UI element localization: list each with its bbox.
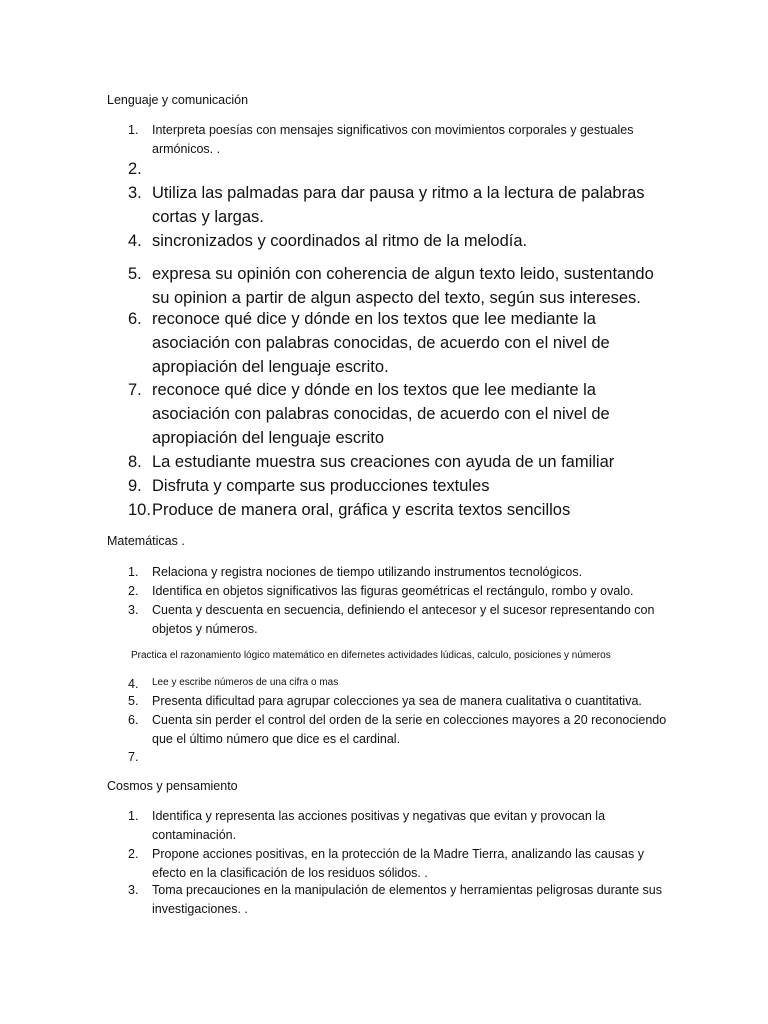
item-text: Produce de manera oral, gráfica y escrita textos sencillos [152, 501, 571, 519]
item-number: 5. [128, 265, 142, 283]
list-item [128, 845, 668, 883]
item-text: Cuenta sin perder el control del orden de la serie en colecciones mayores a 20 reconociendo que el último número que dice es el cardinal. [152, 713, 667, 746]
item-number: 3. [128, 883, 139, 897]
item-number: 2. [128, 847, 139, 861]
item-text: reconoce qué dice y dónde en los textos que lee mediante la asociación con palabras conocidas, de acuerdo con el nivel de apropiación del lenguaje escrito. [152, 310, 610, 376]
list-item [128, 378, 668, 450]
item-text: Disfruta y comparte sus producciones textules [152, 477, 490, 495]
list-item [128, 262, 668, 310]
item-text: Toma precauciones en la manipulación de elementos y herramientas peligrosas durante sus investigaciones. . [152, 883, 663, 916]
item-number: 6. [128, 713, 139, 727]
item-number: 2. [128, 160, 142, 178]
item-text: Relaciona y registra nociones de tiempo utilizando instrumentos tecnológicos. [152, 565, 583, 579]
list-item [128, 181, 668, 229]
item-number: 1. [128, 565, 139, 579]
item-number: 9. [128, 477, 142, 495]
item-number: 2. [128, 584, 139, 598]
list-item [128, 582, 668, 601]
item-text: Identifica en objetos significativos las figuras geométricas el rectángulo, rombo y ovalo. [152, 584, 634, 598]
list-item [128, 601, 668, 639]
item-number: 6. [128, 310, 142, 328]
item-number: 5. [128, 694, 139, 708]
item-text: Cuenta y descuenta en secuencia, definiendo el antecesor y el sucesor representando con objetos y números. [152, 603, 655, 636]
item-text: sincronizados y coordinados al ritmo de la melodía. [152, 232, 528, 250]
item-number: 1. [128, 123, 139, 137]
item-text: Identifica y representa las acciones positivas y negativas que evitan y provocan la contaminación. [152, 809, 606, 842]
list-item [128, 307, 668, 379]
practice-note: Practica el razonamiento lógico matemático en difernetes actividades lúdicas, calculo, posiciones y números [131, 650, 611, 661]
list-item [128, 563, 668, 582]
item-number: 3. [128, 603, 139, 617]
list-item [128, 881, 668, 919]
item-number: 1. [128, 809, 139, 823]
item-text: reconoce qué dice y dónde en los textos que lee mediante la asociación con palabras conocidas, de acuerdo con el nivel de apropiación del lenguaje escrito [152, 381, 610, 447]
list-item [128, 692, 668, 711]
list-item [128, 229, 668, 253]
list-item [128, 711, 668, 749]
list-item [128, 498, 668, 522]
item-number: 7. [128, 750, 139, 764]
item-number: 3. [128, 184, 142, 202]
section-title-cosmos: Cosmos y pensamiento [107, 779, 238, 793]
section-title-matematicas: Matemáticas . [107, 534, 185, 548]
item-text: expresa su opinión con coherencia de algun texto leido, sustentando su opinion a partir de algun aspecto del texto, según sus intereses. [152, 265, 654, 307]
list-item [128, 675, 668, 691]
list-item [128, 807, 668, 845]
section-title-lenguaje: Lenguaje y comunicación [107, 93, 249, 107]
item-number: 10. [128, 501, 151, 519]
item-number: 4. [128, 232, 142, 250]
item-text: Presenta dificultad para agrupar colecciones ya sea de manera cualitativa o cuantitativa. [152, 694, 642, 708]
item-number: 8. [128, 453, 142, 471]
item-number: 7. [128, 381, 142, 399]
item-text: Utiliza las palmadas para dar pausa y ritmo a la lectura de palabras cortas y largas. [152, 184, 645, 226]
item-text: Lee y escribe números de una cifra o mas [152, 677, 339, 688]
list-item [128, 121, 668, 159]
item-text: La estudiante muestra sus creaciones con ayuda de un familiar [152, 453, 615, 471]
list-item [128, 450, 668, 474]
item-number: 4. [128, 677, 139, 691]
item-text: Propone acciones positivas, en la protección de la Madre Tierra, analizando las causas y efecto en la clasificación de los residuos sólidos. . [152, 847, 644, 880]
list-item [128, 474, 668, 498]
item-text: Interpreta poesías con mensajes significativos con movimientos corporales y gestuales armónicos. . [152, 123, 634, 156]
